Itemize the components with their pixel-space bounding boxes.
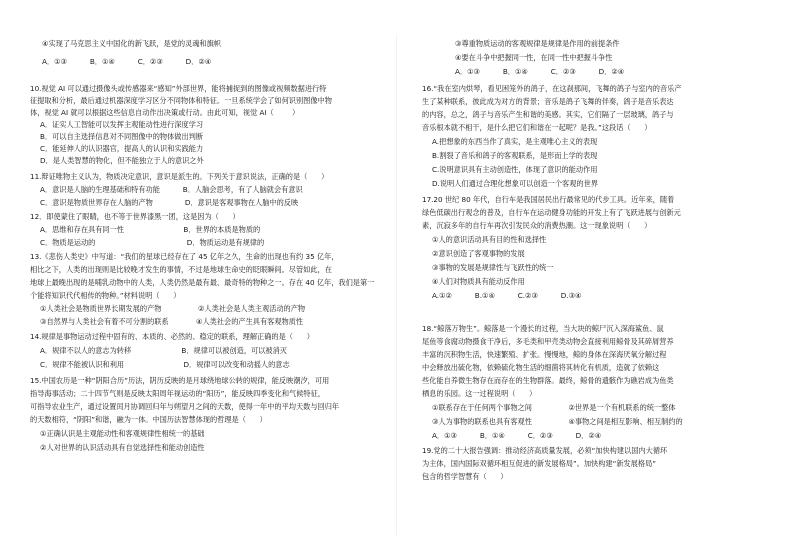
left-text-line: ①正确认识是主观能动性和客观规律性相统一的基础 [40,429,205,438]
left-text-line: 10.视觉 AI 可以通过摄像头或传感器来“感知”外部世界，能将捕捉到的图像或视频数据进行特 [30,84,327,93]
left-text-line: C．规律不能被认识和利用 D．规律可以改变和动摇人的意志 [40,360,290,369]
column-divider [396,35,397,535]
right-text-line: ③尊重物质运动的客观规律是规律是作用的前提条件 [455,39,620,48]
right-text-line: A.①② B.①④ C.②③ D.③④ [432,291,582,300]
right-text-line: B.割裂了音乐和鸽子的客观联系，是形而上学的表现 [432,151,598,160]
right-text-line: 栖息的乐园。这一过程说明（ ） [422,389,537,398]
left-text-line: A．意识是人脑的生理基础和特有功能 B．人脑会思考，有了人脑就会有意识 [40,185,303,194]
left-text-line: ④实现了马克思主义中国化的新飞跃，是党的灵魂和旗帜 [42,39,221,48]
right-text-line: ①人的意识活动具有目的性和选择性 [432,235,547,244]
left-text-line: D．是人类智慧的物化，但不能独立于人的意识之外 [40,156,204,165]
left-text-line: 指导海事活动；二十四节气则是反映太阳周年视运动的“阳历”，能反映四季变化和气候特征， [30,389,325,398]
right-text-line: C.说明意识具有主动创造性，体现了意识的能动作用 [432,165,598,174]
right-text-line: ③事物的发展是规律性与飞跃性的统一 [432,263,554,272]
left-text-line: 征提取和分析，最后通过机器深度学习区分不同物体和特征。一旦系统学会了如何识别图像中物 [30,96,332,105]
right-text-line: A．①③ B．①④ C．②③ D．②④ [455,67,625,76]
left-text-line: A．①③ B．①④ C．②③ D．②④ [42,57,212,66]
left-text-line: 15.中国农历是一种“阴阳合历”历法，阴历反映的是月球绕地球公转的规律，能反映潮汐，可用 [30,376,330,385]
right-text-line: 音乐根本就不相干，是什么把它们和谐在一起呢？是我。”这段话（ ） [422,123,652,132]
right-text-line: 17.20 世纪 80 年代，自行车是我国居民出行最常见的代步工具。近年来，随着 [422,195,675,204]
right-text-line: 16.“我在室内烘琴，看见困笼外的鸽子，在这刹那间，飞舞的鸽子与室内的音乐产 [422,84,682,93]
right-text-line: 素，沉寂多年的自行车再次引发民众的消费热潮。这一现象说明（ ） [422,221,652,230]
left-text-line: 个能将知识代代相传的物种。”材料说明（ ） [30,291,181,300]
left-text-line: ②人对世界的认识活动具有自觉选择性和能动创造性 [40,443,205,452]
left-text-line: ①人类社会是物质世界长期发展的产物 ②人类社会是人类主观活动的产物 [40,304,306,313]
left-text-line: 11.辩证唯物主义认为，物质决定意识，意识是派生的。下列关于意识说法，正确的是（ ） [30,172,329,181]
left-text-line: 13.《悲伤人类史》中写道：“我们的星球已经存在了 45 亿年之久，生命的出现也有约 35 亿年， [30,252,339,261]
left-text-line: A．证实人工智能可以发挥主观能动性进行深度学习 [40,120,204,129]
right-text-line: D.说明人们通过合理化想象可以创造一个客观的世界 [432,179,598,188]
left-text-line: C．能延伸人的认识器官，提高人的认识和实践能力 [40,144,204,153]
right-text-line: 18.“鲸落万物生”。鲸落是一个漫长的过程，当大块的鲸尸沉入深海鲨鱼、鼠 [422,324,664,333]
left-text-line: B．可以自主选择信息对不同图像中的物体做出判断 [40,132,204,141]
right-text-line: 丰富的沉积物生活，快速繁殖、扩张。慢慢地，鲸的身体在深海厌氧分解过程 [422,350,667,359]
right-text-line: 尾鱼等食腐动物摄食干净后，多毛类和甲壳类动物会直接利用鲸骨及其碎屑营养 [422,337,674,346]
left-text-line: 的天数相符，“阴阳”和谐，融为一体。中国历法智慧体现的哲理是（ ） [30,415,267,424]
left-text-line: ③自然界与人类社会有着不可分割的联系 ④人类社会的产生具有客观物质性 [40,317,304,326]
left-text-line: 可指导农业生产，通过设置闰月协调回归年与朔望月之间的天数，使得一年中的平均天数与回归年 [30,402,340,411]
right-text-line: ②意识创造了客观事物的发展 [432,249,525,258]
right-text-line: ④要在斗争中把握同一性，在同一性中把握斗争性 [455,53,613,62]
right-text-line: 19.党的二十大报告强调：推动经济高质量发展，必须“加快构建以国内大循环 [422,446,668,455]
right-text-line: 生了某种联系，彼此成为对方的背景；音乐是鸽子飞舞的伴奏，鸽子是音乐表达 [422,97,674,106]
right-text-line: ③人为事物的联系也具有客观性 ④事物之间是相互影响、相互制约的 [432,417,683,426]
left-text-line: C．意识是物质世界存在人脑的产物 D．意识是客观事物在人脑中的反映 [40,198,299,207]
right-text-line: ①联系存在于任何两个事物之间 ②世界是一个有机联系的统一整体 [432,403,676,412]
left-text-line: 相比之下，人类的出现则是比较晚才发生的事情，不过是地球生命史的眨眼瞬间。尽管如此，在 [30,265,332,274]
right-text-line: 的内容，总之，鸽子与音乐产生和谐的美感。其实，它们隔了一层玻璃，鸽子与 [422,110,674,119]
left-text-line: A．规律不以人的意志为转移 B．规律可以被创造，可以被消灭 [40,346,287,355]
left-text-line: 12．即使蒙住了眼睛，也不等于世界漆黑一团，这是因为（ ） [30,212,240,221]
left-text-line: 体，视觉 AI 就可以根据这些信息自动作出决策或行动。由此可知，视觉 AI（ ） [30,108,300,117]
left-text-line: 地球上最晚出现的是哺乳动物中的人类，人类仍然是最有最、最奇特的物种之一。存在 40 亿年，我们是第一 [30,278,375,287]
left-text-line: C．物质是运动的 D．物质运动是有规律的 [40,238,265,247]
right-text-line: 包含的哲学智慧有（ ） [422,472,508,481]
right-text-line: 些化能自养微生物存在而存在的生物群落。最终，鲸骨的遗骸作为礁岩成为鱼类 [422,376,674,385]
right-text-line: A．①③ B．①④ C．②③ D．②④ [432,431,602,440]
right-text-line: 绿色低碳出行观念的普及，自行车在运动健身功能的开发上有了飞跃进展与创新元 [422,208,681,217]
left-text-line: A．思维和存在具有同一性 B．世界的本质是物质的 [40,225,261,234]
right-text-line: A.把想象的东西当作了真实，是主观唯心主义的表现 [432,137,598,146]
left-text-line: 14.规律是事物运动过程中固有的、本质的、必然的、稳定的联系，理解正确的是（ ） [30,332,314,341]
right-text-line: 中会释放出硫化物，依赖硫化物生活的细菌将其转化有机质，造就了依赖这 [422,363,660,372]
right-text-line: 为主体，国内国际双循环相互促进的新发展格局”。加快构建“新发展格局” [422,459,656,468]
right-text-line: ④人们对物质具有能动反作用 [432,277,525,286]
